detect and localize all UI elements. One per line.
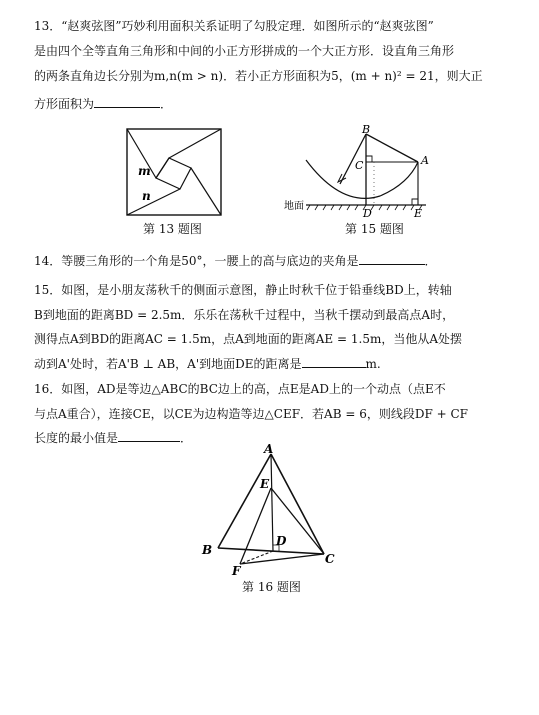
q13-line-4 [34,95,539,112]
q13-line-3: 的两条直角边长分别为m,n(m > n)．若小正方形面积为5，(m + n)² = 21，则大正 [34,69,483,83]
fig16-side-AB [218,454,271,548]
q15-line-4-text: 动到A'处时，若A'B ⊥ AB，A'到地面DE的距离是 [34,357,302,371]
fig15-label-ground: 地面 [284,201,304,212]
fig15-label-E: E [414,207,423,220]
fig16-label-A: A [264,442,274,456]
q15-line-1: 15．如图，是小朋友荡秋千的侧面示意图，静止时秋千位于铅垂线BD上，转轴 [34,283,452,297]
q13-line-2: 是由四个全等直角三角形和中间的小正方形拼成的一个大正方形．设直角三角形 [34,44,455,58]
fig16-label-D: D [276,534,287,548]
q14-answer-blank[interactable] [359,252,425,265]
q13-line-1: 13．“赵爽弦图”巧妙利用面积关系证明了勾股定理．如图所示的“赵爽弦图” [34,19,434,33]
fig15-label-C: C [355,159,364,172]
q16-line-1: 16．如图，AD是等边△ABC的BC边上的高，点E是AD上的一个动点（点E不 [34,382,446,396]
fig13-label-m: m [138,164,151,178]
fig15-right-angle-C [366,156,372,162]
fig16-label-B: B [202,543,213,557]
fig13-caption: 第 13 题图 [143,222,202,236]
q16-line-2: 与点A重合），连接CE，以CE为边构造等边△CEF．若AB = 6，则线段DF + CF [34,407,468,421]
q14-end: ． [424,254,437,268]
fig15-diagram [280,123,440,222]
q15-line-4 [34,355,539,372]
q16-line-3-text: 长度的最小值是 [34,431,119,445]
fig16-caption: 第 16 题图 [242,580,301,594]
q15-line-2: B到地面的距离BD = 2.5m．乐乐在荡秋千过程中，当秋千摆动到最高点A时， [34,308,455,322]
fig13-seg-5 [156,158,169,178]
fig16-side-BC [218,548,324,554]
fig15-right-angle-E [412,199,418,205]
fig16-altitude-AD [271,454,273,551]
q15-answer-blank[interactable] [302,355,366,368]
fig13-seg-4 [127,189,180,215]
q15-line-3: 测得点A到BD的距离AC = 1.5m，点A到地面的距离AE = 1.5m，当他从A处摆 [34,332,463,346]
fig15-label-B: B [362,123,371,136]
fig13-seg-3 [191,168,221,215]
fig13-seg-2 [169,129,221,158]
q13-line-4-end: ． [160,97,173,111]
fig16-diagram [198,444,348,576]
fig15-line-BA [366,134,418,162]
q13-line-4-text: 方形面积为 [34,97,95,111]
fig16-label-F: F [232,564,241,578]
q14-text: 14．等腰三角形的一个角是50°，一腰上的高与底边的夹角是 [34,254,359,268]
fig13-label-n: n [142,189,151,203]
q16-answer-blank[interactable] [118,429,180,442]
q13-answer-blank[interactable] [94,95,160,108]
q14-line [34,252,539,269]
fig16-label-E: E [260,477,270,491]
q16-line-3-end: ． [180,431,193,445]
fig15-caption: 第 15 题图 [345,222,404,236]
q15-line-4-end: m. [365,357,381,371]
fig13-diagram [126,128,222,216]
fig15-label-A: A [421,154,429,167]
fig13-inner-square [156,158,191,189]
fig15-label-D: D [363,207,372,220]
fig16-label-C: C [325,552,335,566]
